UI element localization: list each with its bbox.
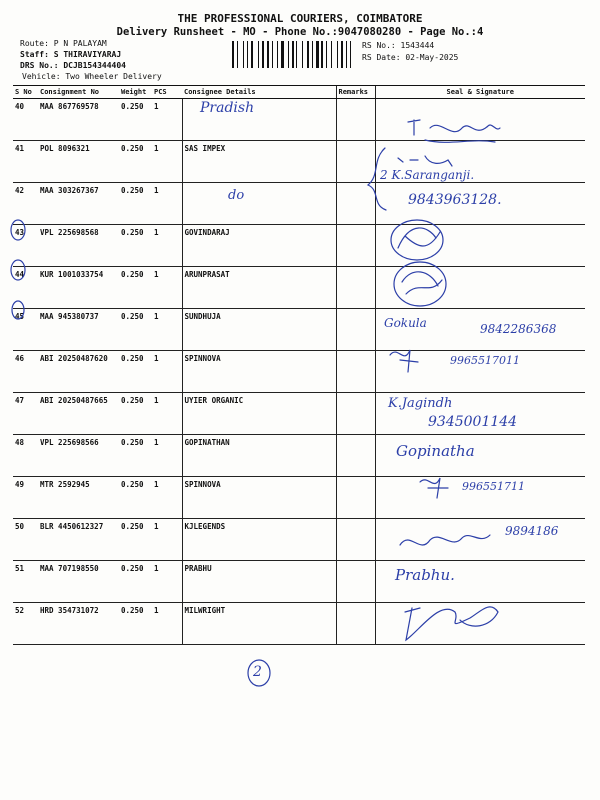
cell-remarks [336,561,375,603]
cell-remarks [336,519,375,561]
cell-consignment-no: VPL 225698566 [38,435,119,477]
cell-pcs: 1 [152,519,182,561]
header-pcs: PCS [152,86,182,99]
cell-weight: 0.250 [119,603,152,645]
cell-sno: 44 [13,267,38,309]
table-row [13,519,585,561]
cell-seal-signature [375,99,585,141]
table-header-row [13,86,585,99]
cell-seal-signature [375,225,585,267]
cell-consignment-no: MTR 2592945 [38,477,119,519]
cell-consignment-no: ABI 20250487665 [38,393,119,435]
header-consignee: Consignee Details [182,86,336,99]
cell-consignee: PRABHU [182,561,336,603]
drs-label: DRS No.: DCJB154344404 [20,61,126,70]
cell-sno: 46 [13,351,38,393]
cell-consignee: KJLEGENDS [182,519,336,561]
cell-remarks [336,309,375,351]
table-row [13,603,585,645]
cell-consignee: GOPINATHAN [182,435,336,477]
cell-pcs: 1 [152,141,182,183]
cell-remarks [336,99,375,141]
cell-weight: 0.250 [119,141,152,183]
cell-pcs: 1 [152,99,182,141]
cell-consignment-no: MAA 867769578 [38,99,119,141]
cell-pcs: 1 [152,267,182,309]
cell-weight: 0.250 [119,99,152,141]
handwritten-ditto-row42: do [228,188,245,203]
handwritten-phone-row50: 9894186 [505,524,559,538]
handwritten-name-row47: K.Jagindh [388,396,453,411]
cell-consignee: SUNDHUJA [182,309,336,351]
cell-weight: 0.250 [119,435,152,477]
header-weight: Weight [119,86,152,99]
cell-remarks [336,477,375,519]
cell-remarks [336,267,375,309]
handwritten-phone-row46: 9965517011 [450,354,520,367]
cell-consignee: GOVINDARAJ [182,225,336,267]
barcode-icon [232,41,356,68]
handwritten-name-row40: Pradish [200,100,255,116]
staff-label: Staff: S THIRAVIYARAJ [20,50,122,59]
cell-sno: 47 [13,393,38,435]
cell-consignee [182,183,336,225]
cell-sno: 42 [13,183,38,225]
cell-sno: 40 [13,99,38,141]
cell-consignee: SPINNOVA [182,351,336,393]
cell-sno: 43 [13,225,38,267]
cell-pcs: 1 [152,225,182,267]
handwritten-name-row41: 2 K.Saranganji. [380,168,475,182]
cell-weight: 0.250 [119,393,152,435]
cell-weight: 0.250 [119,519,152,561]
cell-pcs: 1 [152,183,182,225]
cell-remarks [336,225,375,267]
handwritten-sig-row45: Gokula [384,316,427,330]
handwritten-phone-row41: 9843963128. [408,192,502,208]
cell-consignee: SPINNOVA [182,477,336,519]
cell-sno: 45 [13,309,38,351]
cell-weight: 0.250 [119,561,152,603]
cell-sno: 50 [13,519,38,561]
table-row [13,435,585,477]
cell-consignee: SAS IMPEX [182,141,336,183]
handwritten-phone-row47: 9345001144 [428,414,518,430]
cell-pcs: 1 [152,603,182,645]
cell-remarks [336,603,375,645]
cell-remarks [336,435,375,477]
document-title: THE PROFESSIONAL COURIERS, COIMBATORE [177,12,423,25]
vehicle-label: Vehicle: Two Wheeler Delivery [22,72,162,81]
table-row [13,561,585,603]
handwritten-phone-row49: 996551711 [462,480,525,493]
handwritten-sig-row48: Gopinatha [396,442,475,460]
cell-weight: 0.250 [119,183,152,225]
cell-remarks [336,351,375,393]
document-subtitle: Delivery Runsheet - MO - Phone No.:9047080280 - Page No.:4 [116,26,484,38]
cell-pcs: 1 [152,435,182,477]
cell-seal-signature [375,267,585,309]
cell-consignment-no: VPL 225698568 [38,225,119,267]
cell-consignment-no: BLR 4450612327 [38,519,119,561]
route-label: Route: P N PALAYAM [20,39,107,48]
cell-sno: 49 [13,477,38,519]
header-consignment: Consignment No [38,86,119,99]
cell-remarks [336,183,375,225]
cell-consignment-no: ABI 20250487620 [38,351,119,393]
handwritten-phone-row45: 9842286368 [480,322,557,336]
cell-remarks [336,141,375,183]
table-row [13,267,585,309]
cell-consignment-no: KUR 1001033754 [38,267,119,309]
header-remarks: Remarks [336,86,375,99]
cell-pcs: 1 [152,351,182,393]
cell-pcs: 1 [152,477,182,519]
cell-sno: 41 [13,141,38,183]
rs-date: RS Date: 02-May-2025 [362,53,459,62]
handwritten-sig-row51: Prabhu. [395,566,455,584]
table-row [13,225,585,267]
rs-number: RS No.: 1543444 [362,41,435,50]
header-sno: S No [13,86,38,99]
table-row [13,99,585,141]
cell-consignment-no: MAA 303267367 [38,183,119,225]
cell-seal-signature [375,603,585,645]
cell-consignee: MILWRIGHT [182,603,336,645]
header-seal: Seal & Signature [375,86,585,99]
cell-sno: 52 [13,603,38,645]
cell-consignment-no: MAA 945380737 [38,309,119,351]
handwritten-bottom-number: 2 [253,664,262,680]
cell-consignee: UYIER ORGANIC [182,393,336,435]
cell-remarks [336,393,375,435]
cell-weight: 0.250 [119,351,152,393]
cell-consignment-no: POL 8096321 [38,141,119,183]
cell-weight: 0.250 [119,477,152,519]
cell-consignment-no: MAA 707198550 [38,561,119,603]
cell-sno: 51 [13,561,38,603]
cell-weight: 0.250 [119,309,152,351]
cell-weight: 0.250 [119,225,152,267]
cell-weight: 0.250 [119,267,152,309]
cell-consignee: ARUNPRASAT [182,267,336,309]
cell-consignment-no: HRD 354731072 [38,603,119,645]
cell-pcs: 1 [152,393,182,435]
table-row [13,141,585,183]
cell-sno: 48 [13,435,38,477]
cell-pcs: 1 [152,561,182,603]
cell-pcs: 1 [152,309,182,351]
